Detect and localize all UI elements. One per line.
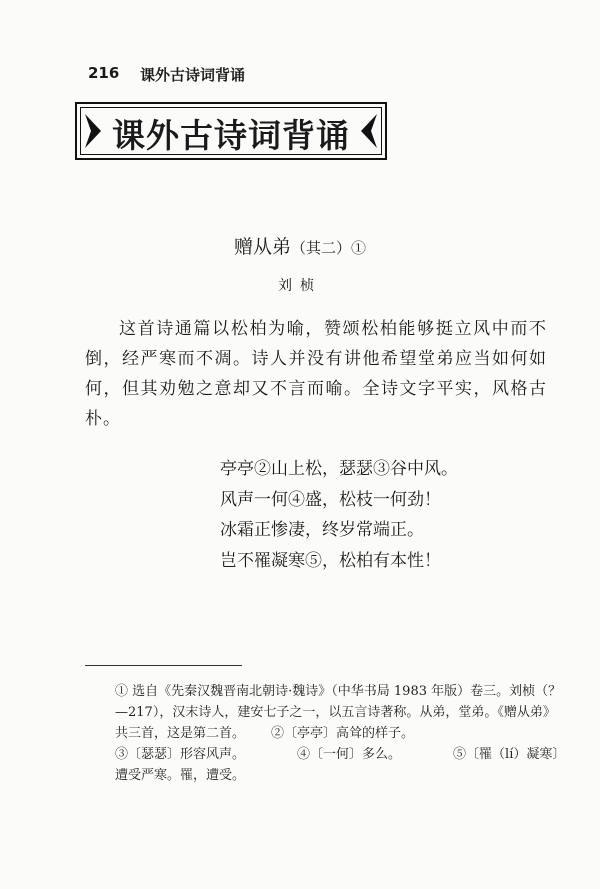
banner-title: 课外古诗词背诵	[112, 116, 350, 155]
running-header: 课外古诗词背诵	[140, 66, 246, 84]
poem-subtitle: （其二）①	[291, 239, 367, 257]
poem-line: 风声一何④盛，松枝一何劲！	[220, 489, 441, 510]
footnotes	[115, 681, 563, 786]
footnote-2: ②〔亭亭〕高耸的样子。	[271, 726, 415, 741]
poem-body	[220, 454, 458, 576]
poem-line: 岂不罹凝寒⑤，松柏有本性！	[220, 550, 441, 571]
footnote-3: ③〔瑟瑟〕形容风声。	[115, 747, 246, 762]
poem-line: 冰霜正惨凄，终岁常端正。	[220, 520, 424, 540]
footnote-5: ⑤〔罹（lí）凝寒〕遭受严寒。罹，遭受。	[115, 747, 559, 783]
poem-title-main: 赠从弟	[233, 236, 291, 258]
section-banner	[75, 102, 387, 160]
poem-author: 刘桢	[278, 278, 322, 294]
footnote-divider	[85, 665, 242, 666]
page-number: 216	[88, 64, 120, 82]
poem-line: 亭亭②山上松，瑟瑟③谷中风。	[220, 459, 458, 479]
footnote-4: ④〔一何〕多么。	[297, 747, 402, 762]
intro-paragraph: 这首诗通篇以松柏为喻，赞颂松柏能够挺立风中而不倒，经严寒而不凋。诗人并没有讲他希望堂弟应当如何如何，但其劝勉之意却又不言而喻。全诗文字平实，风格古朴。	[85, 319, 547, 429]
footnote-1: ① 选自《先秦汉魏晋南北朝诗·魏诗》（中华书局 1983 年版）卷三。刘桢（？—217），汉末诗人，建安七子之一，以五言诗著称。从弟，堂弟。《赠从弟》共三首，这是第二首。	[115, 684, 562, 741]
poem-title	[0, 232, 600, 259]
